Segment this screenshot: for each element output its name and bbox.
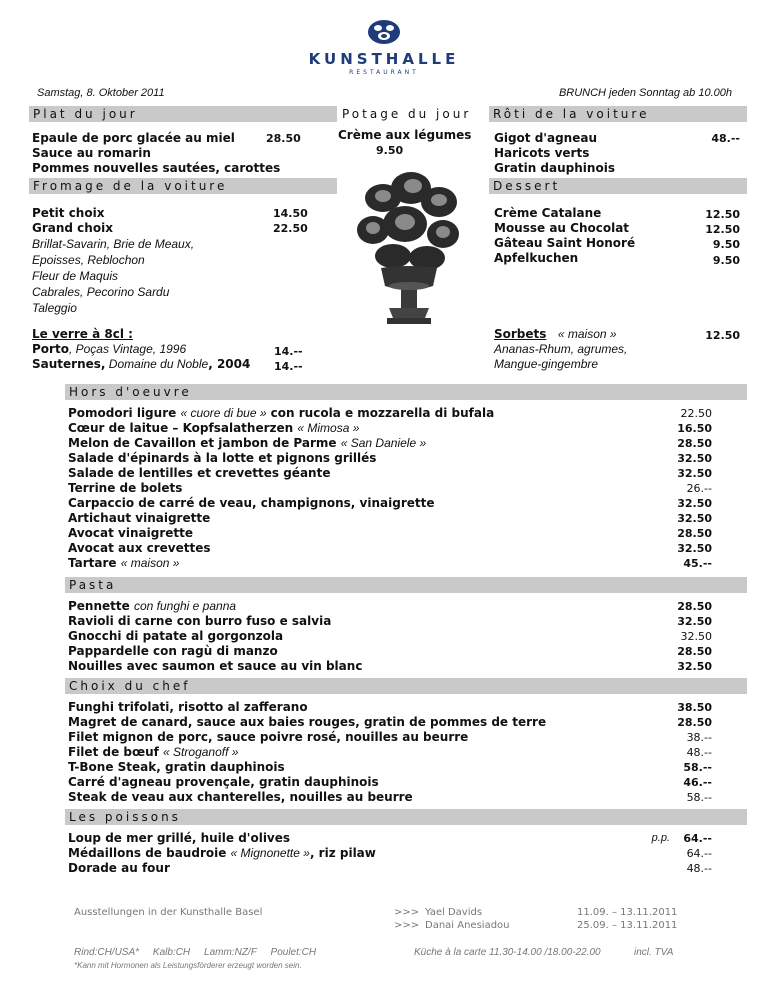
cheese-line-3: Fleur de Maquis <box>32 269 119 283</box>
list-item: Funghi trifolati, risotto al zafferano 38.50 <box>68 700 712 714</box>
list-item: Avocat vinaigrette 28.50 <box>68 526 712 540</box>
list-item: Gnocchi di patate al gorgonzola 32.50 <box>68 629 712 643</box>
dessert-price-2: 12.50 <box>705 223 740 236</box>
logo-emblem-icon <box>366 18 402 46</box>
footer-arrow-2: >>> <box>394 920 420 931</box>
sorbets-heading: Sorbets « maison » <box>494 327 617 341</box>
list-item: Melon de Cavaillon et jambon de Parme « San Daniele » 28.50 <box>68 436 712 450</box>
porto-line: Porto, Poças Vintage, 1996 <box>32 342 187 356</box>
sorbets-line-2: Mangue-gingembre <box>494 357 599 371</box>
porto-price: 14.-- <box>274 345 303 358</box>
list-item: Avocat aux crevettes 32.50 <box>68 541 712 555</box>
list-item: Tartare « maison » 45.-- <box>68 556 712 570</box>
per-person-label: p.p. <box>651 832 670 844</box>
footer-artist-2: Danai Anesiadou <box>425 920 510 931</box>
list-item: Pennette con funghi e panna 28.50 <box>68 599 712 613</box>
dessert-price-1: 12.50 <box>705 208 740 221</box>
cheese-line-1: Brillat-Savarin, Brie de Meaux, <box>32 237 195 251</box>
footer-kueche: Küche à la carte 11.30-14.00 /18.00-22.00 <box>414 947 601 958</box>
list-item: Filet de bœuf « Stroganoff » 48.-- <box>68 745 712 759</box>
cheese-line-2: Epoisses, Reblochon <box>32 253 145 267</box>
list-item: Carré d'agneau provençale, gratin dauphinois 46.-- <box>68 775 712 789</box>
section-header-potage: Potage du jour <box>337 106 483 122</box>
potage-name: Crème aux légumes <box>338 128 472 142</box>
list-item: Ravioli di carne con burro fuso e salvia 32.50 <box>68 614 712 628</box>
roti-price: 48.-- <box>711 132 740 145</box>
list-item: Dorade au four 48.-- <box>68 861 712 875</box>
section-header-hors: Hors d'oeuvre <box>65 384 747 400</box>
list-item: T-Bone Steak, gratin dauphinois 58.-- <box>68 760 712 774</box>
list-item: Loup de mer grillé, huile d'olives p.p. 64.-- <box>68 831 712 845</box>
brand-name: KUNSTHALLE <box>308 50 460 68</box>
dessert-item-3: Gâteau Saint Honoré <box>494 236 636 250</box>
section-header-pasta: Pasta <box>65 577 747 593</box>
list-item: Cœur de laitue – Kopfsalatherzen « Mimosa » 16.50 <box>68 421 712 435</box>
section-header-roti: Rôti de la voiture <box>489 106 747 122</box>
sorbets-price: 12.50 <box>705 329 740 342</box>
footer-dates-2: 25.09. – 13.11.2011 <box>577 920 678 931</box>
section-header-dessert: Dessert <box>489 178 747 194</box>
list-item: Filet mignon de porc, sauce poivre rosé, nouilles au beurre 38.-- <box>68 730 712 744</box>
fromage-grand: Grand choix <box>32 221 113 235</box>
fromage-petit: Petit choix <box>32 206 105 220</box>
fromage-petit-price: 14.50 <box>273 207 308 220</box>
flower-vase-illustration <box>353 168 465 338</box>
dessert-item-4: Apfelkuchen <box>494 251 579 265</box>
dessert-price-3: 9.50 <box>712 238 740 251</box>
list-item: Magret de canard, sauce aux baies rouges, gratin de pommes de terre 28.50 <box>68 715 712 729</box>
cheese-line-4: Cabrales, Pecorino Sardu <box>32 285 170 299</box>
section-header-fromage: Fromage de la voiture <box>29 178 337 194</box>
dessert-price-4: 9.50 <box>712 254 740 267</box>
roti-line-1: Gigot d'agneau <box>494 131 597 145</box>
footer-tva: incl. TVA <box>634 947 674 958</box>
plat-line-2: Sauce au romarin <box>32 146 151 160</box>
section-header-poissons: Les poissons <box>65 809 747 825</box>
footer-artist-1: Yael Davids <box>425 907 483 918</box>
list-item: Médaillons de baudroie « Mignonette », riz pilaw 64.-- <box>68 846 712 860</box>
plat-price: 28.50 <box>266 132 301 145</box>
footer-dates-1: 11.09. – 13.11.2011 <box>577 907 678 918</box>
plat-line-1: Epaule de porc glacée au miel <box>32 131 235 145</box>
roti-line-2: Haricots verts <box>494 146 590 160</box>
list-item: Pappardelle con ragù di manzo 28.50 <box>68 644 712 658</box>
list-item: Pomodori ligure « cuore di bue » con rucola e mozzarella di bufala 22.50 <box>68 406 712 420</box>
plat-line-3: Pommes nouvelles sautées, carottes <box>32 161 281 175</box>
list-item: Salade d'épinards à la lotte et pignons grillés 32.50 <box>68 451 712 465</box>
footer-note: *Kann mit Hormonen als Leistungsförderer erzeugt worden sein. <box>74 961 302 970</box>
potage-price: 9.50 <box>376 144 404 157</box>
roti-line-3: Gratin dauphinois <box>494 161 615 175</box>
section-header-chef: Choix du chef <box>65 678 747 694</box>
logo <box>0 18 768 76</box>
menu-date: Samstag, 8. Oktober 2011 <box>37 87 165 99</box>
section-header-plat: Plat du jour <box>29 106 337 122</box>
list-item: Artichaut vinaigrette 32.50 <box>68 511 712 525</box>
list-item: Carpaccio de carré de veau, champignons, vinaigrette 32.50 <box>68 496 712 510</box>
sauternes-line: Sauternes, Domaine du Noble, 2004 <box>32 357 251 371</box>
sauternes-price: 14.-- <box>274 360 303 373</box>
footer-ausstellungen: Ausstellungen in der Kunsthalle Basel <box>74 907 263 918</box>
cheese-line-5: Taleggio <box>32 301 77 315</box>
fromage-grand-price: 22.50 <box>273 222 308 235</box>
footer-arrow-1: >>> <box>394 907 420 918</box>
list-item: Nouilles avec saumon et sauce au vin blanc 32.50 <box>68 659 712 673</box>
brand-subtitle: RESTAURANT <box>349 69 419 76</box>
footer-origins: Rind:CH/USA* Kalb:CH Lamm:NZ/F Poulet:CH <box>74 947 317 958</box>
list-item: Steak de veau aux chanterelles, nouilles au beurre 58.-- <box>68 790 712 804</box>
list-item: Salade de lentilles et crevettes géante 32.50 <box>68 466 712 480</box>
brunch-notice: BRUNCH jeden Sonntag ab 10.00h <box>558 87 732 99</box>
sorbets-line-1: Ananas-Rhum, agrumes, <box>494 342 628 356</box>
verre-heading: Le verre à 8cl : <box>32 327 133 341</box>
dessert-item-2: Mousse au Chocolat <box>494 221 630 235</box>
dessert-item-1: Crème Catalane <box>494 206 602 220</box>
list-item: Terrine de bolets 26.-- <box>68 481 712 495</box>
